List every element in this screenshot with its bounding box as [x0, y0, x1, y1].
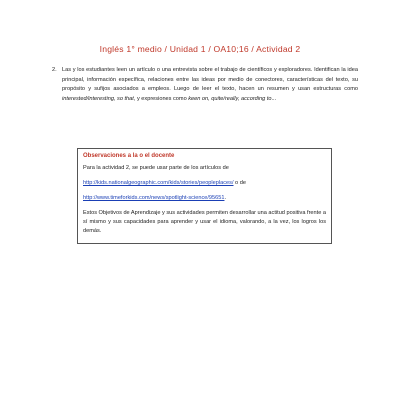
observations-link-line-1: [83, 179, 326, 188]
activity-text: Las y los estudiantes leen un artículo o una entrevista sobre el trabajo de científicos y exploradores. Identifican la idea principal, información específica, relaciones entre las ideas por medio de conectores, características del texto, su propósito y sufijos asociados a empleos. Luego de leer el texto, hacen un resumen y usan estructuras como: [62, 67, 358, 93]
observations-title: Observaciones a la o el docente: [83, 153, 175, 159]
activity-text-mid: y expresiones como: [135, 95, 189, 102]
teacher-observations-box: [77, 148, 332, 244]
activity-italic-expressions: keen on, quite/really, according to: [188, 95, 272, 102]
national-geographic-link[interactable]: http://kids.nationalgeographic.com/kids/stories/peopleplaces/: [83, 180, 234, 186]
observations-closing: Estos Objetivos de Aprendizaje y sus actividades permiten desarrollar una actitud positiva frente a sí mismo y sus capacidades para aprender y usar el idioma, valorando, a la vez, los logros los demás.: [83, 210, 326, 234]
activity-italic-structures: interested/interesting, so that,: [62, 95, 136, 102]
activity-description: [52, 66, 358, 104]
observations-period: .: [224, 195, 227, 201]
observations-intro: Para la actividad 2, se puede usar parte de los artículos de: [83, 165, 229, 171]
activity-text-end: ...: [271, 95, 277, 102]
observations-connector: o de: [233, 180, 246, 186]
observations-link-line-2: [83, 194, 326, 203]
activity-number: 2.: [52, 67, 57, 73]
time-for-kids-link[interactable]: http://www.timeforkids.com/news/spotlight-science/95651: [83, 195, 225, 201]
page-title: Inglés 1° medio / Unidad 1 / OA10;16 / Actividad 2: [99, 44, 301, 54]
